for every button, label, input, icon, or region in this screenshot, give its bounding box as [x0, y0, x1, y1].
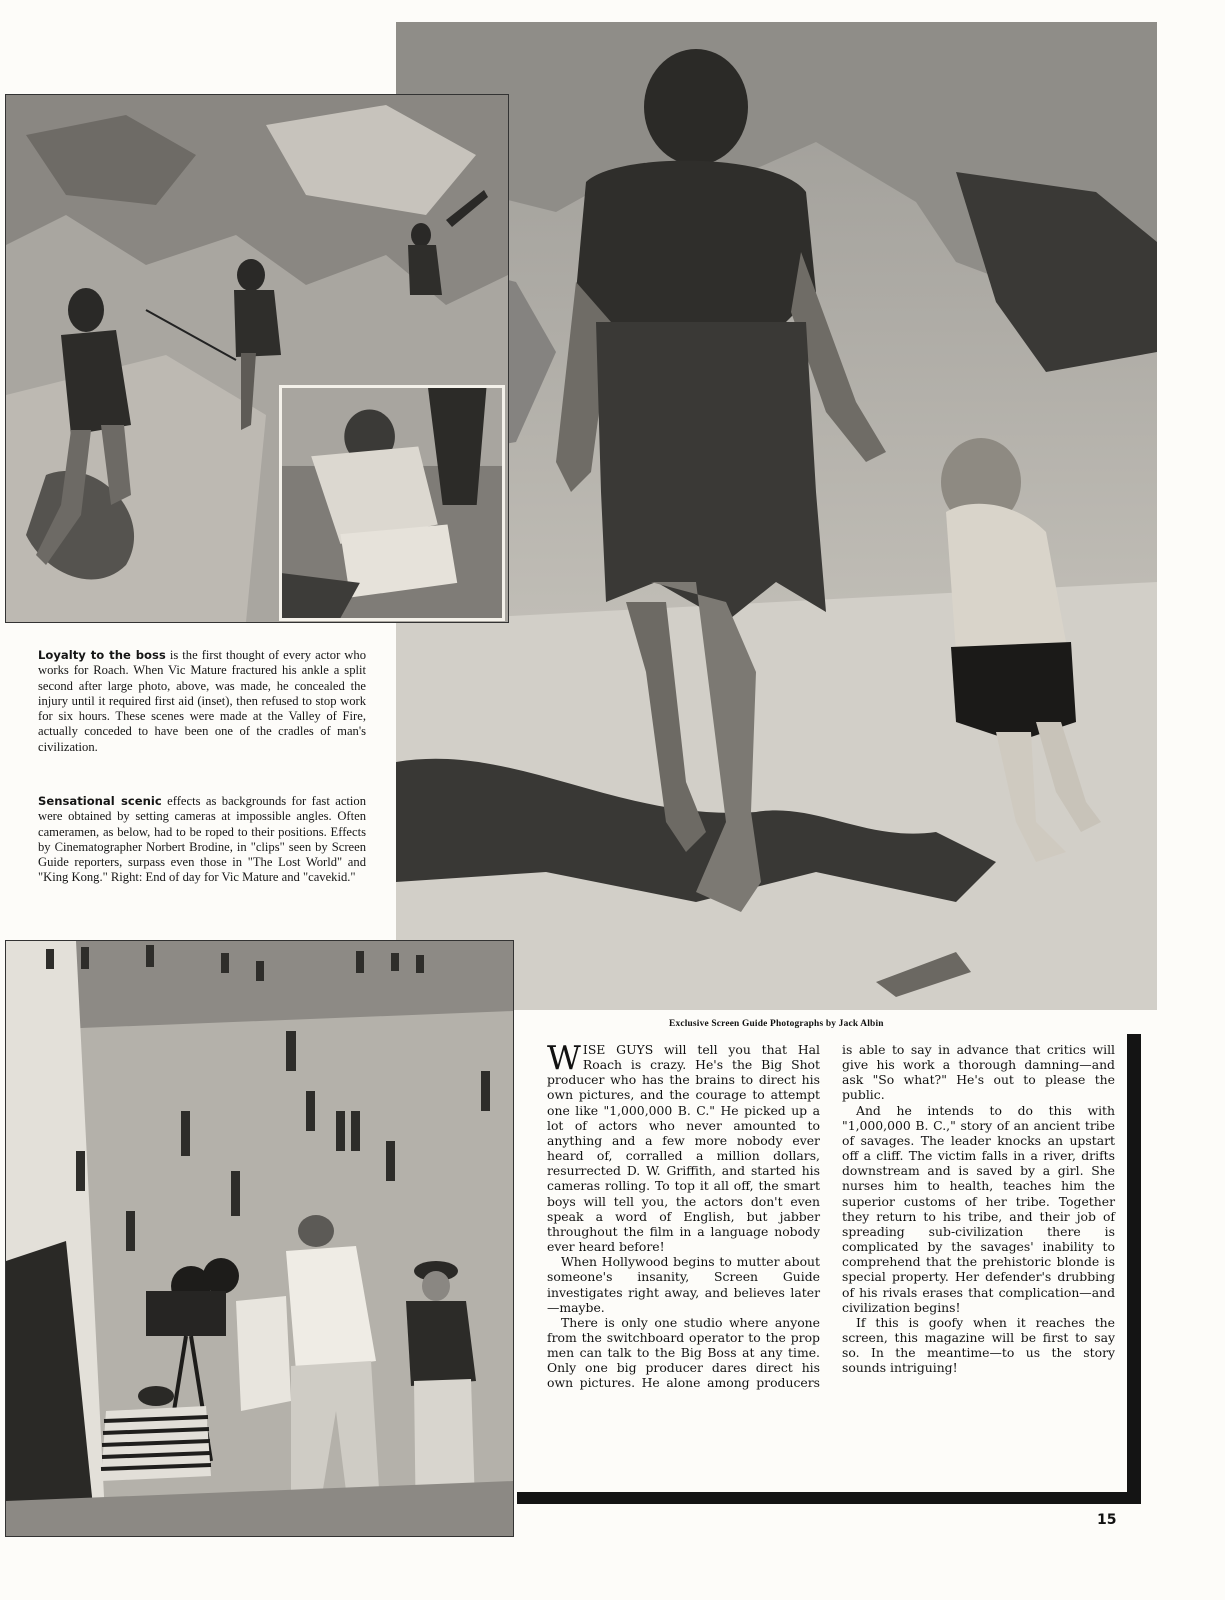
- main-photo-man-and-child: [396, 22, 1157, 1010]
- article-paragraph-2: When Hollywood begins to mutter about someone's insanity, Screen Guide investigates right away, and believes later—maybe.: [547, 1254, 820, 1315]
- photo-film-crew: [5, 940, 514, 1537]
- inset-photo-first-aid: [279, 385, 505, 621]
- caption-loyalty: [38, 648, 366, 755]
- caption-scenic: [38, 794, 366, 886]
- article-paragraph-5: If this is goofy when it reaches the screen, this magazine will be first to say so. In the meantime—to us the story sounds intriguing!: [842, 1314, 1115, 1376]
- article-panel: [517, 1034, 1141, 1504]
- article-paragraph-4: And he intends to do this with "1,000,000 B. C.," story of an ancient tribe of savages. The leader knocks an upstart off a cliff. The victim falls in a river, drifts downstream and is saved by a girl. She nurses him to health, teaches him the superior customs of her tribe. Together they return to his tribe, and their job of spreading sub-civilization there is complicated by the savages' inability to comprehend that the prehistoric blonde is special property. Her defender's drubbing of his rivals erases that complication—and civilization begins!: [842, 1102, 1115, 1315]
- caption-scenic-text: effects as backgrounds for fast action were obtained by setting cameras at impossible angles. Often cameramen, as below, had to be roped to their positions. Effects by Cinematographer Norbert Brodine, in "clips" seen by Screen Guide reporters, surpass even those in "The Lost World" and "King Kong." Right: End of day for Vic Mature and "cavekid.": [38, 794, 367, 885]
- caption-loyalty-text: is the first thought of every actor who works for Roach. When Vic Mature fractured his ankle a split second after large photo, above, was made, he concealed the injury until it required first aid (inset), then refused to stop work for six hours. These scenes were made at the Valley of Fire, actually conceded to have been one of the cradles of man's civilization.: [38, 648, 366, 754]
- drop-cap: W: [547, 1038, 581, 1077]
- article-paragraph-1-text: ISE GUYS will tell you that Hal Roach is crazy. He's the Big Shot producer who has the brains to direct his own pictures, and the courage to attempt one like "1,000,000 B. C." He picked up a lot of actors who never amounted to anything and a few more nobody ever heard of, corralled a million dollars, resurrected D. W. Griffith, and started his cameras rolling. To top it all off, the smart boys will tell you, the actors don't even speak a word of English, but jabber throughout the film in a language nobody ever heard before!: [547, 1042, 820, 1255]
- article-body: [547, 1038, 1115, 1391]
- page-number: 15: [1097, 1512, 1117, 1528]
- caption-scenic-lead: Sensational scenic: [38, 794, 162, 808]
- article-paragraph-3: There is only one studio where anyone from the switchboard operator to the prop men can talk to the Big Boss at any time. Only one big producer dares direct his own pictures. He alone among producers is able to say in advance that critics will give his work a thorough damning—and ask "So what?" He's out to please the public.: [547, 1042, 1115, 1391]
- article-paragraph-1: [547, 1038, 820, 1255]
- caption-loyalty-lead: Loyalty to the boss: [38, 648, 166, 662]
- photo-credit: Exclusive Screen Guide Photographs by Jack Albin: [669, 1019, 884, 1029]
